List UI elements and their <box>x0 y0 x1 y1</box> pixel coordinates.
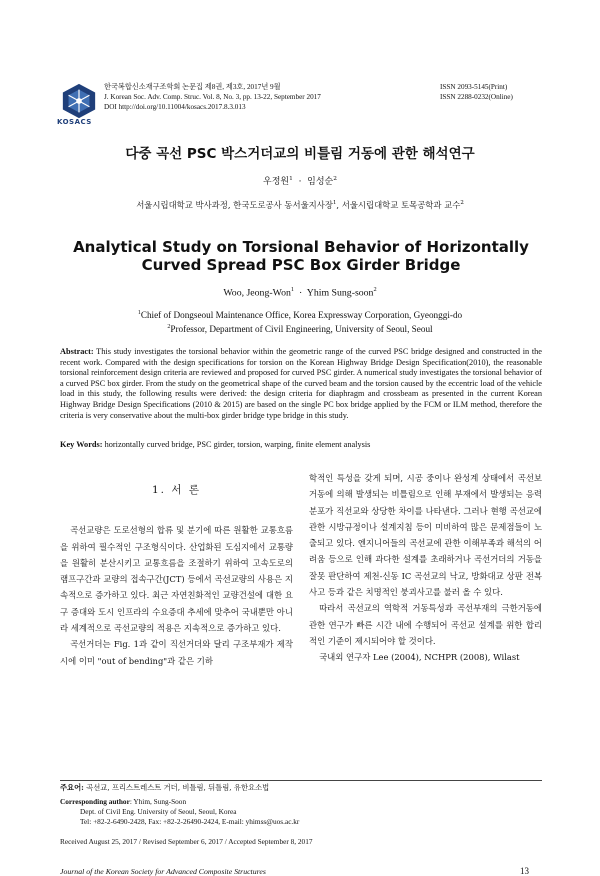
affiliation-ko-sup1: 1 <box>332 200 337 207</box>
affiliations-en <box>0 307 600 335</box>
keywords <box>60 440 542 451</box>
affiliation-en-2 <box>0 321 600 335</box>
body-column-right <box>309 470 542 666</box>
authors-en <box>0 286 600 298</box>
affiliation-ko-sup2: 2 <box>460 200 464 207</box>
journal-citation-en: J. Korean Soc. Adv. Comp. Struc. Vol. 8, No. 3, pp. 13-22, September 2017 <box>104 93 321 101</box>
authors-ko <box>0 174 600 187</box>
author-separator: · <box>298 177 302 187</box>
issn-online: ISSN 2288-0232(Online) <box>440 93 513 101</box>
corresponding-author-line <box>60 797 542 807</box>
keywords-text: horizontally curved bridge, PSC girder, torsion, warping, finite element analysis <box>104 440 371 449</box>
footnote-keywords-text: 곡선교, 프리스트레스트 거더, 비틀림, 뒤틀림, 유한요소법 <box>86 783 270 792</box>
issn-print: ISSN 2093-5145(Print) <box>440 83 508 91</box>
paper-title-en: Analytical Study on Torsional Behavior of Horizontally Curved Spread PSC Box Girder Bridge <box>73 238 529 274</box>
footer-journal-name: Journal of the Korean Society for Advanced Composite Structures <box>60 867 266 876</box>
abstract-label: Abstract: <box>60 347 94 356</box>
paper-title-ko: 다중 곡선 PSC 박스거더교의 비틀림 거동에 관한 해석연구 <box>125 146 475 162</box>
author-2-ko-sup: 2 <box>333 176 337 182</box>
journal-citation-ko: 한국복합신소재구조학회 논문집 제8권, 제3호, 2017년 9월 <box>104 83 281 91</box>
paragraph: 곡선거더는 Fig. 1과 같이 직선거더와 달리 구조부재가 제작시에 이미 "out of bending"과 같은 기하 <box>60 639 293 666</box>
author-1-en-sup: 1 <box>290 286 295 293</box>
affiliation-en-2-text: Professor, Department of Civil Engineering, University of Seoul, Seoul <box>170 324 433 335</box>
paragraph: 곡선교량은 도로선형의 합류 및 분기에 따른 원활한 교통흐름을 위하여 필수적인 구조형식이다. 산업화된 도심지에서 교통량을 원활히 분산시키고 교통흐름을 조절하기 위하여 고속도로의 램프구간과 교량의 접속구간(JCT) 등에서 곡선교량의 사용은 지속적으로 증가하고 있다. 최근 자연친화적인 교량건설에 대한 요구 증대와 도시 인프라의 수요증대 추세에 맞추어 국내뿐만 아니라 세계적으로 곡선교량의 적용은 지속적으로 증가하고 있다. <box>60 525 293 634</box>
corresponding-author-contact: Tel: +82-2-6490-2428, Fax: +82-2-26490-2424, E-mail: yhimss@uos.ac.kr <box>80 817 300 826</box>
author-1-en: Woo, Jeong-Won <box>223 287 291 299</box>
affiliation-ko <box>0 199 600 211</box>
paragraph: 학적인 특성을 갖게 되며, 시공 중이나 완성계 상태에서 곡선보 거동에 의해 발생되는 비틀림으로 인해 부재에서 발생되는 응력분포가 직선교와 상당한 차이를 나타낸다. 그러나 현행 곡선교에 관한 시방규정이나 설계지침 등이 미비하여 많은 문제점들이 노출되고 있다. 엔지니어들의 곡선교에 관한 이해부족과 해석의 어려움 등으로 인해 과다한 설계를 초래하거나 곡선거더의 거동을 잘못 판단하여 제천-신동 IC 곡선교의 낙교, 방화대교 상판 전복사고 등과 같은 치명적인 붕괴사고를 불러 올 수 있다. <box>309 473 542 598</box>
kosacs-logo <box>60 82 98 120</box>
corresponding-author-address: Dept. of Civil Eng. University of Seoul, Seoul, Korea <box>80 807 237 816</box>
journal-citation <box>104 82 321 112</box>
keywords-label: Key Words: <box>60 440 103 449</box>
author-separator-en: · <box>298 287 303 299</box>
logo-wordmark: KOSACS <box>57 118 92 126</box>
affiliation-en-1-sup: 1 <box>137 310 141 316</box>
corresponding-author <box>60 797 542 827</box>
footnote-divider <box>60 780 542 781</box>
footnote-keywords-ko <box>60 783 542 793</box>
author-2-ko: 임성순 <box>307 177 334 187</box>
author-2-en-sup: 2 <box>373 286 377 293</box>
affiliation-en-1 <box>0 307 600 321</box>
page-number: 13 <box>520 866 529 876</box>
affiliation-en-2-sup: 2 <box>167 324 171 331</box>
author-1-ko: 우정원 <box>263 177 290 187</box>
paragraph: 따라서 곡선교의 역학적 거동특성과 곡선부재의 극한거동에 관한 연구가 빠른 시간 내에 수행되어 곡선교 설계를 위한 합리적인 기준이 제시되어야 할 것이다. <box>309 603 542 646</box>
received-dates: Received August 25, 2017 / Revised September 6, 2017 / Accepted September 8, 2017 <box>60 837 313 846</box>
footnote-keywords-label: 주요어: <box>60 783 84 792</box>
author-1-ko-sup: 1 <box>289 176 293 182</box>
issn-block <box>440 82 513 102</box>
author-2-en: Yhim Sung-soon <box>306 287 374 299</box>
abstract-text: This study investigates the torsional behavior within the geometric range of the curved PSC bridge designed and constructed in the recent work. Compared with the design specifications for torsion on the Korean Highway Bridge Design Specification(2010), the reasonable torsional reinforcement design criteria are reviewed and proposed for curved PSC girder. A numerical study investigates the torsional behavior of a curved PSC box girder. From the study on the geometrical shape of the curved beam and the torsion caused by the eccentric load of the vehicle load in this study, the following results were derived: the design criteria for diaphragm and crossbeam as presented in the current Korean Highway Bridge Design Specifications (2010 & 2015) are based on the single PC box bridge applied by the FCM or ILM method, therefore the criteria is very conservative about the multi-box girder bridge type bridge in this study. <box>60 347 542 420</box>
affiliation-ko-part2: , 서울시립대학교 토목공학과 교수 <box>336 200 461 210</box>
corresponding-author-label: Corresponding author <box>60 797 130 806</box>
affiliation-en-1-text: Chief of Dongseoul Maintenance Office, Korea Expressway Corporation, Gyeonggi-do <box>140 310 463 321</box>
paragraph: 국내외 연구자 Lee (2004), NCHPR (2008), Wilast <box>319 652 520 663</box>
abstract <box>60 347 542 421</box>
corresponding-author-name: : Yhim, Sung-Soon <box>129 797 187 806</box>
section-heading-introduction: 1. 서 론 <box>152 484 201 496</box>
body-column-left <box>60 470 293 669</box>
affiliation-ko-part1: 서울시립대학교 박사과정, 한국도로공사 동서울지사장 <box>136 200 333 210</box>
doi-link[interactable]: DOI http://doi.org/10.11004/kosacs.2017.8.3.013 <box>104 103 246 111</box>
